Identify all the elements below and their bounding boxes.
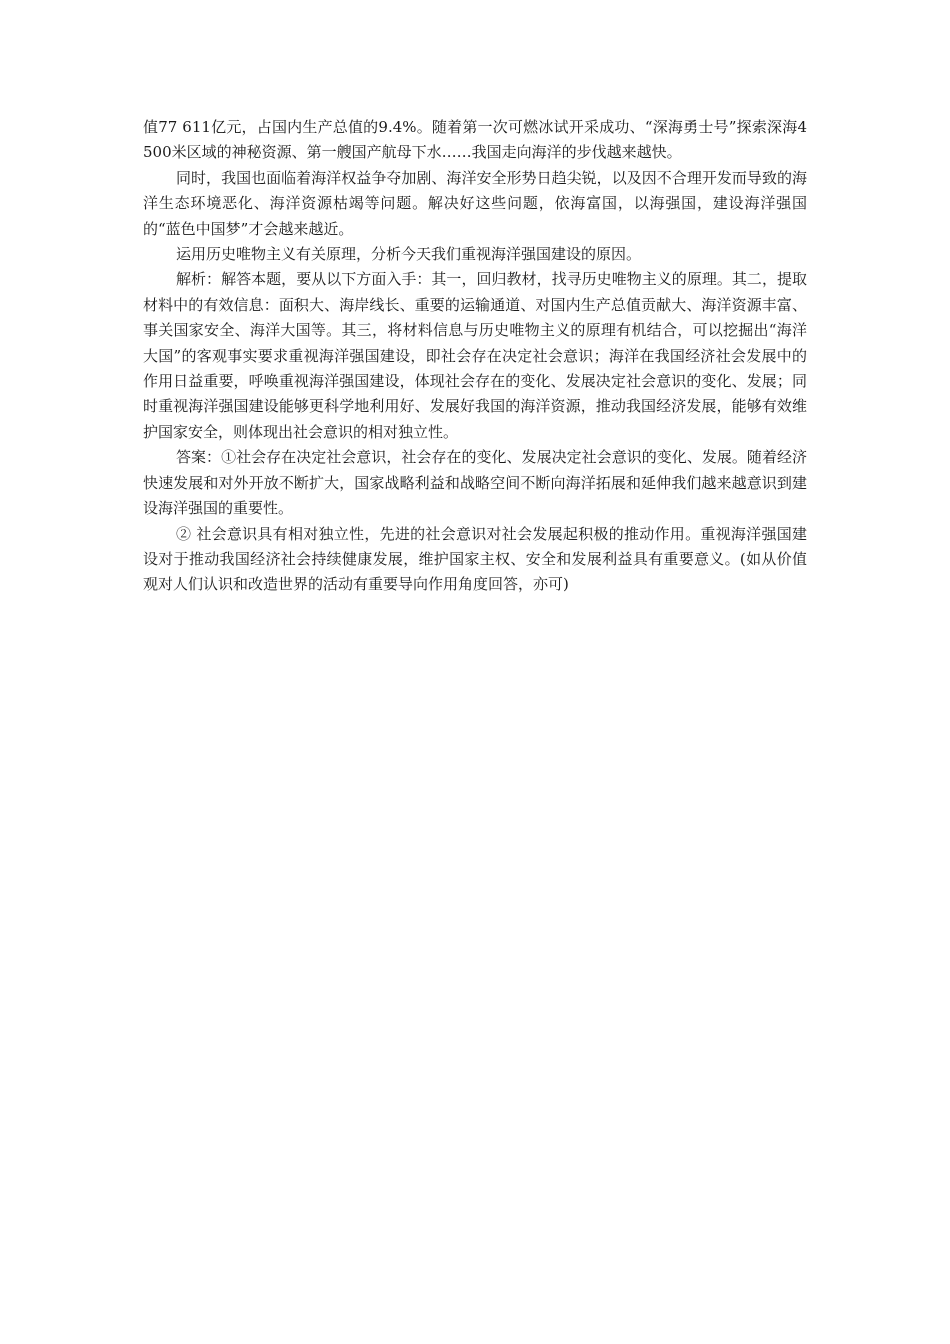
paragraph-challenges: 同时，我国也面临着海洋权益争夺加剧、海洋安全形势日趋尖锐，以及因不合理开发而导致的海洋生态环境恶化、海洋资源枯竭等问题。解决好这些问题，依海富国，以海强国，建设海洋强国的“蓝色中国梦”才会越来越近。 bbox=[143, 168, 807, 238]
paragraph-analysis: 解析：解答本题，要从以下方面入手：其一，回归教材，找寻历史唯物主义的原理。其二，提取材料中的有效信息：面积大、海岸线长、重要的运输通道、对国内生产总值贡献大、海洋资源丰富、事关国家安全、海洋大国等。其三，将材料信息与历史唯物主义的原理有机结合，可以挖掘出“海洋大国”的客观事实要求重视海洋强国建设，即社会存在决定社会意识；海洋在我国经济社会发展中的作用日益重要，呼唤重视海洋强国建设，体现社会存在的变化、发展决定社会意识的变化、发展；同时重视海洋强国建设能够更科学地利用好、发展好我国的海洋资源，推动我国经济发展，能够有效维护国家安全，则体现出社会意识的相对独立性。 bbox=[143, 270, 807, 441]
paragraph-answer-2: ② 社会意识具有相对独立性，先进的社会意识对社会发展起积极的推动作用。重视海洋强国建设对于推动我国经济社会持续健康发展，维护国家主权、安全和发展利益具有重要意义。(如从价值观对人们认识和改造世界的活动有重要导向作用角度回答，亦可) bbox=[143, 524, 807, 594]
document-body bbox=[143, 115, 807, 598]
paragraph-material-continuation: 值77 611亿元，占国内生产总值的9.4%。随着第一次可燃冰试开采成功、“深海勇士号”探索深海4 500米区域的神秘资源、第一艘国产航母下水……我国走向海洋的步伐越来越快。 bbox=[143, 118, 807, 162]
paragraph-question: 运用历史唯物主义有关原理，分析今天我们重视海洋强国建设的原因。 bbox=[176, 245, 642, 264]
paragraph-answer-1: 答案：①社会存在决定社会意识，社会存在的变化、发展决定社会意识的变化、发展。随着经济快速发展和对外开放不断扩大，国家战略利益和战略空间不断向海洋拓展和延伸我们越来越意识到建设海洋强国的重要性。 bbox=[143, 448, 807, 518]
